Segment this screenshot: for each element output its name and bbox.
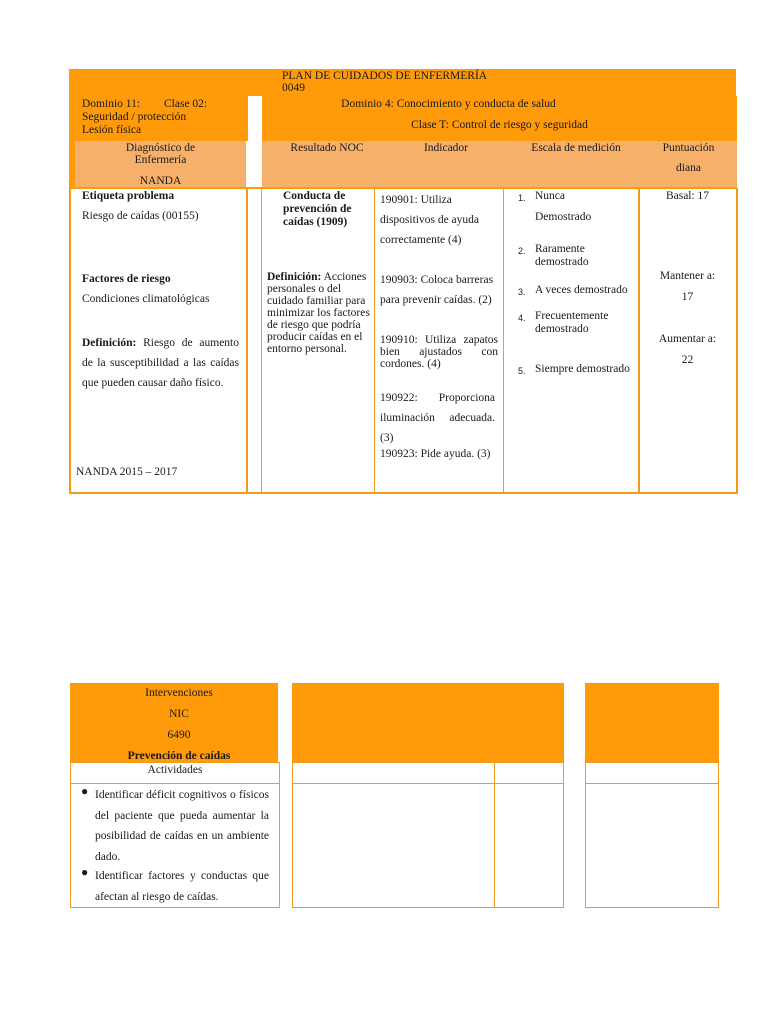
body-bottom-border <box>69 492 738 494</box>
etiqueta-value: Riesgo de caídas (00155) <box>82 210 199 222</box>
left-class: Clase 02: <box>164 98 208 110</box>
body-empty-a <box>292 783 495 908</box>
header-empty-1 <box>292 683 564 762</box>
indicator-5: 190923: Pide ayuda. (3) <box>380 448 491 460</box>
nic-h2: NIC <box>169 708 189 720</box>
plan-title: PLAN DE CUIDADOS DE ENFERMERÍA <box>282 70 488 82</box>
noc-definition: Definición: Acciones personales o del cuidado familiar para minimizar los factores de riesgo que podría producir caídas en el entorno personal. <box>267 271 370 355</box>
indicator-1: 190901: Utiliza dispositivos de ayuda correctamente (4) <box>380 194 480 246</box>
scale-1a: Nunca <box>535 190 566 202</box>
left-class-name: Lesión física <box>82 124 142 136</box>
body-col2-right <box>374 188 375 494</box>
header-diagnostico-2: Enfermería <box>134 154 187 166</box>
nic-h1: Intervenciones <box>145 687 213 699</box>
body-col2-left <box>261 188 262 494</box>
right-class: Clase T: Control de riesgo y seguridad <box>411 119 588 131</box>
header-indicador-label: Indicador <box>423 142 469 154</box>
activities-empty-c <box>585 762 719 784</box>
scale-num-5: 5. <box>518 366 526 376</box>
nanda-source: NANDA 2015 – 2017 <box>76 466 178 478</box>
header-puntuacion-2: diana <box>676 162 701 174</box>
nic-h4: Prevención de caídas <box>127 750 231 762</box>
factores-value: Condiciones climatológicas <box>82 293 210 305</box>
header-empty-2 <box>585 683 719 762</box>
body-col3-right <box>503 188 504 494</box>
noc-name: Conducta de prevención de caídas (1909) <box>283 190 352 228</box>
nic-h3: 6490 <box>167 729 191 741</box>
header-resultado-label: Resultado NOC <box>290 142 364 154</box>
header-diagnostico-1: Diagnóstico de <box>125 142 196 154</box>
scale-2a: Raramente <box>535 243 585 255</box>
indicator-4: 190922: Proporciona iluminación adecuada. (3) <box>380 392 495 444</box>
header-escala-label: Escala de medición <box>531 142 621 154</box>
activities-empty-a <box>292 762 495 784</box>
activity-1: Identificar déficit cognitivos o físicos del paciente que pueda aumentar la posibilidad de caídas en un ambiente dado. <box>95 789 269 863</box>
scale-5: Siempre demostrado <box>535 363 630 375</box>
scale-num-1: 1. <box>518 193 526 203</box>
scale-2b: demostrado <box>535 256 589 268</box>
left-domain-name: Seguridad / protección <box>82 111 187 123</box>
scale-3: A veces demostrado <box>535 284 628 296</box>
factores-label: Factores de riesgo <box>82 273 171 285</box>
score-aumentar-label: Aumentar a: <box>658 333 717 345</box>
header-nanda: NANDA <box>139 175 182 187</box>
right-domain: Dominio 4: Conocimiento y conducta de salud <box>341 98 556 110</box>
etiqueta-label: Etiqueta problema <box>82 190 175 202</box>
indicator-3: 190910: Utiliza zapatos bien ajustados con cordones. (4) <box>380 334 498 370</box>
scale-4b: demostrado <box>535 323 589 335</box>
activity-2: Identificar factores y conductas que afectan al riesgo de caídas. <box>95 870 269 903</box>
activities-empty-b <box>494 762 564 784</box>
left-domain: Dominio 11: <box>82 98 141 110</box>
score-mantener-label: Mantener a: <box>659 270 716 282</box>
body-empty-c <box>585 783 719 908</box>
activities-label: Actividades <box>147 764 203 776</box>
bullet-2: ● <box>81 865 89 879</box>
body-empty-b <box>494 783 564 908</box>
scale-num-4: 4. <box>518 313 526 323</box>
body-left-border <box>69 188 71 494</box>
body-right-border <box>736 188 738 494</box>
body-col1-right <box>246 188 248 494</box>
header-puntuacion-1: Puntuación <box>662 142 715 154</box>
scale-num-2: 2. <box>518 246 526 256</box>
scale-4a: Frecuentemente <box>535 310 609 322</box>
scale-1b: Demostrado <box>535 211 592 223</box>
plan-number: 0049 <box>282 82 305 94</box>
score-aumentar-value: 22 <box>681 354 694 366</box>
diagnosis-definition: Definición: Riesgo de aumento de la susceptibilidad a las caídas que pueden causar daño físico. <box>82 337 239 389</box>
indicator-2: 190903: Coloca barreras para prevenir caídas. (2) <box>380 274 494 306</box>
scale-num-3: 3. <box>518 287 526 297</box>
bullet-1: ● <box>81 784 89 798</box>
score-mantener-value: 17 <box>681 291 694 303</box>
score-basal: Basal: 17 <box>665 190 710 202</box>
